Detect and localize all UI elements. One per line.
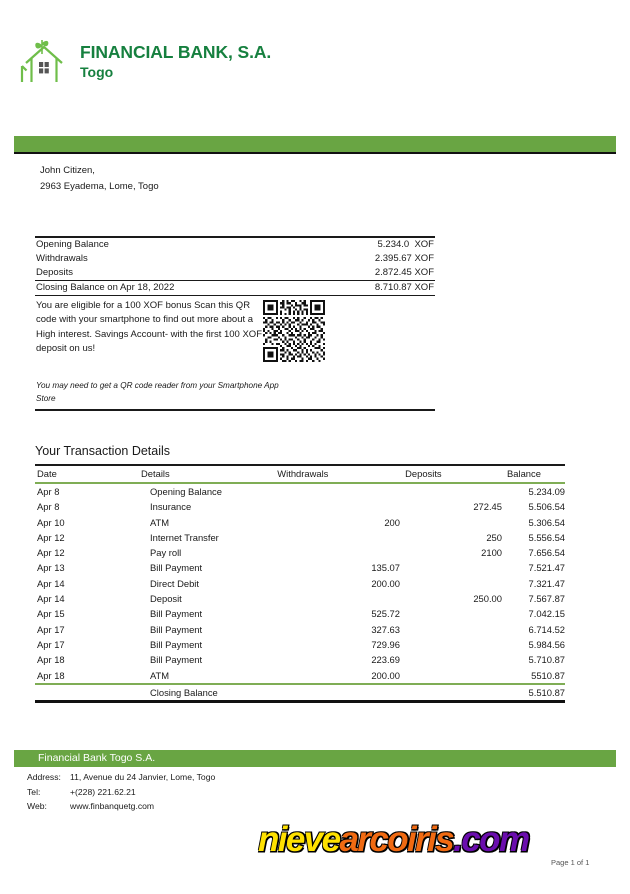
footer-address-line [27, 770, 215, 785]
cell-deposits: 2100 [481, 547, 502, 559]
cell-balance: 5.556.54 [528, 531, 565, 543]
cell-date: Apr 13 [37, 562, 65, 574]
table-row [35, 515, 565, 530]
table-row [35, 530, 565, 545]
watermark-part-nieve: nieve [258, 820, 340, 859]
cell-balance: 7.321.47 [528, 577, 565, 589]
summary-rule-bottom [35, 295, 435, 297]
footer-web-line [27, 799, 215, 814]
cell-balance: 5.506.54 [528, 501, 565, 513]
cell-balance: 5.306.54 [528, 516, 565, 528]
watermark-part-arcoiris: arcoiris [339, 820, 454, 859]
column-header-balance: Balance [507, 467, 541, 479]
customer-address-block [40, 163, 159, 195]
statement-header [0, 0, 630, 132]
promo-note: You may need to get a QR code reader from your Smartphone App Store [36, 381, 279, 403]
column-header-details: Details [141, 467, 170, 479]
bank-name-secondary: Togo [80, 63, 114, 80]
table-row [35, 591, 565, 606]
table-row [35, 652, 565, 667]
customer-name: John Citizen, [40, 165, 95, 176]
table-row [35, 560, 565, 575]
footer-tel-value: +(228) 221.62.21 [70, 786, 136, 797]
cell-deposits: 250 [486, 531, 502, 543]
cell-details: Pay roll [150, 547, 182, 559]
cell-balance: 5510.87 [531, 669, 565, 681]
transactions-title: Your Transaction Details [35, 444, 171, 458]
summary-label-opening: Opening Balance [36, 238, 109, 250]
footer-web-value[interactable]: www.finbanquetg.com [70, 801, 155, 811]
summary-value-closing: 8.710.87 XOF [374, 281, 434, 293]
promo-text: You are eligible for a 100 XOF bonus Scan this QR code with your smartphone to find out more about a High interest. Savings Account- with the first 100 XOF deposit on us! [36, 300, 262, 355]
cell-deposits [400, 685, 502, 700]
table-row [35, 499, 565, 514]
summary-label-closing: Closing Balance on Apr 18, 2022 [36, 281, 175, 293]
house-sprout-icon [18, 36, 74, 88]
cell-date: Apr 18 [37, 669, 65, 681]
column-header-deposits: Deposits [405, 467, 442, 479]
cell-deposits [400, 606, 502, 621]
cell-date: Apr 8 [37, 501, 60, 513]
cell-details: Opening Balance [150, 485, 222, 497]
cell-balance: 6.714.52 [528, 623, 565, 635]
cell-withdrawals: 200.00 [371, 669, 400, 681]
footer-web-key: Web: [27, 801, 47, 811]
table-header-row [35, 466, 565, 482]
bank-logo [18, 36, 271, 88]
table-row [35, 606, 565, 621]
table-row [35, 545, 565, 560]
cell-withdrawals: 200.00 [371, 577, 400, 589]
bank-name-primary: FINANCIAL BANK, S.A. [80, 42, 272, 63]
closing-balance-row [35, 685, 565, 700]
watermark-logo [258, 820, 528, 860]
cell-withdrawals: 729.96 [371, 638, 400, 650]
footer-contact-block [27, 770, 215, 814]
cell-deposits: 250.00 [473, 593, 502, 605]
summary-row-deposits [35, 266, 435, 280]
cell-details: Bill Payment [150, 562, 203, 574]
cell-balance: 5.510.87 [528, 687, 565, 699]
summary-value-withdrawals: 2.395.67 XOF [374, 252, 434, 264]
cell-withdrawals [285, 685, 400, 700]
cell-date: Apr 17 [37, 623, 65, 635]
footer-address-value: 11, Avenue du 24 Janvier, Lome, Togo [70, 772, 216, 782]
cell-details: Deposit [150, 593, 182, 605]
cell-balance: 5.710.87 [528, 654, 565, 666]
top-green-band [14, 136, 616, 152]
cell-details: Bill Payment [150, 638, 203, 650]
cell-withdrawals: 200 [384, 516, 400, 528]
cell-date: Apr 14 [37, 593, 65, 605]
cell-withdrawals: 223.69 [371, 654, 400, 666]
cell-balance: 5.234.09 [528, 485, 565, 497]
footer-tel-line [27, 785, 215, 800]
cell-details: Internet Transfer [150, 531, 219, 543]
cell-withdrawals: 327.63 [371, 623, 400, 635]
table-row [35, 484, 565, 499]
cell-details: Direct Debit [150, 577, 199, 589]
column-header-date: Date [37, 467, 57, 479]
summary-row-withdrawals [35, 252, 435, 266]
cell-date: Apr 18 [37, 654, 65, 666]
summary-value-opening: 5.234.0 XOF [377, 238, 434, 250]
cell-deposits [400, 668, 502, 683]
cell-details: Insurance [150, 501, 192, 513]
cell-details: Closing Balance [150, 687, 218, 699]
balance-summary [35, 236, 435, 296]
cell-deposits [400, 576, 502, 591]
footer-bank-name: Financial Bank Togo S.A. [38, 752, 156, 764]
cell-balance: 7.656.54 [528, 547, 565, 559]
transactions-table [35, 464, 565, 703]
watermark-part-com: .com [453, 820, 529, 859]
table-row [35, 622, 565, 637]
page-number: Page 1 of 1 [551, 858, 590, 867]
cell-deposits [400, 484, 502, 499]
promo-block [35, 297, 435, 409]
cell-withdrawals: 525.72 [371, 608, 400, 620]
cell-details: Bill Payment [150, 654, 203, 666]
cell-details: ATM [150, 516, 170, 528]
summary-value-deposits: 2.872.45 XOF [374, 266, 434, 278]
cell-balance: 5.984.56 [528, 638, 565, 650]
cell-balance: 7.042.15 [528, 608, 565, 620]
cell-date: Apr 12 [37, 547, 65, 559]
table-row [35, 668, 565, 683]
cell-deposits [400, 560, 502, 575]
cell-balance: 7.521.47 [528, 562, 565, 574]
cell-withdrawals [285, 545, 400, 560]
column-header-withdrawals: Withdrawals [277, 467, 329, 479]
cell-deposits [400, 652, 502, 667]
cell-withdrawals: 135.07 [371, 562, 400, 574]
summary-label-deposits: Deposits [36, 266, 73, 278]
cell-deposits [400, 622, 502, 637]
cell-date: Apr 17 [37, 638, 65, 650]
cell-balance: 7.567.87 [528, 593, 565, 605]
cell-details: Bill Payment [150, 608, 203, 620]
cell-date [35, 685, 150, 700]
table-row [35, 576, 565, 591]
footer-address-key: Address: [27, 772, 61, 782]
promo-bottom-rule [35, 409, 435, 411]
cell-details: Bill Payment [150, 623, 203, 635]
summary-label-withdrawals: Withdrawals [36, 252, 88, 264]
tx-rule-bottom [35, 700, 565, 703]
cell-deposits [400, 637, 502, 652]
cell-date: Apr 15 [37, 608, 65, 620]
cell-date: Apr 8 [37, 485, 60, 497]
bank-name-block [80, 43, 271, 80]
cell-deposits: 272.45 [473, 501, 502, 513]
qr-code-icon[interactable] [263, 300, 325, 362]
cell-date: Apr 14 [37, 577, 65, 589]
cell-withdrawals [285, 530, 400, 545]
cell-date: Apr 12 [37, 531, 65, 543]
customer-address: 2963 Eyadema, Lome, Togo [40, 181, 159, 192]
cell-withdrawals [285, 484, 400, 499]
cell-details: ATM [150, 669, 170, 681]
top-band-rule [14, 152, 616, 154]
cell-date: Apr 10 [37, 516, 65, 528]
summary-row-opening [35, 238, 435, 252]
footer-tel-key: Tel: [27, 786, 41, 797]
table-row [35, 637, 565, 652]
cell-withdrawals [285, 591, 400, 606]
cell-withdrawals [285, 499, 400, 514]
cell-deposits [400, 515, 502, 530]
summary-row-closing [35, 281, 435, 295]
